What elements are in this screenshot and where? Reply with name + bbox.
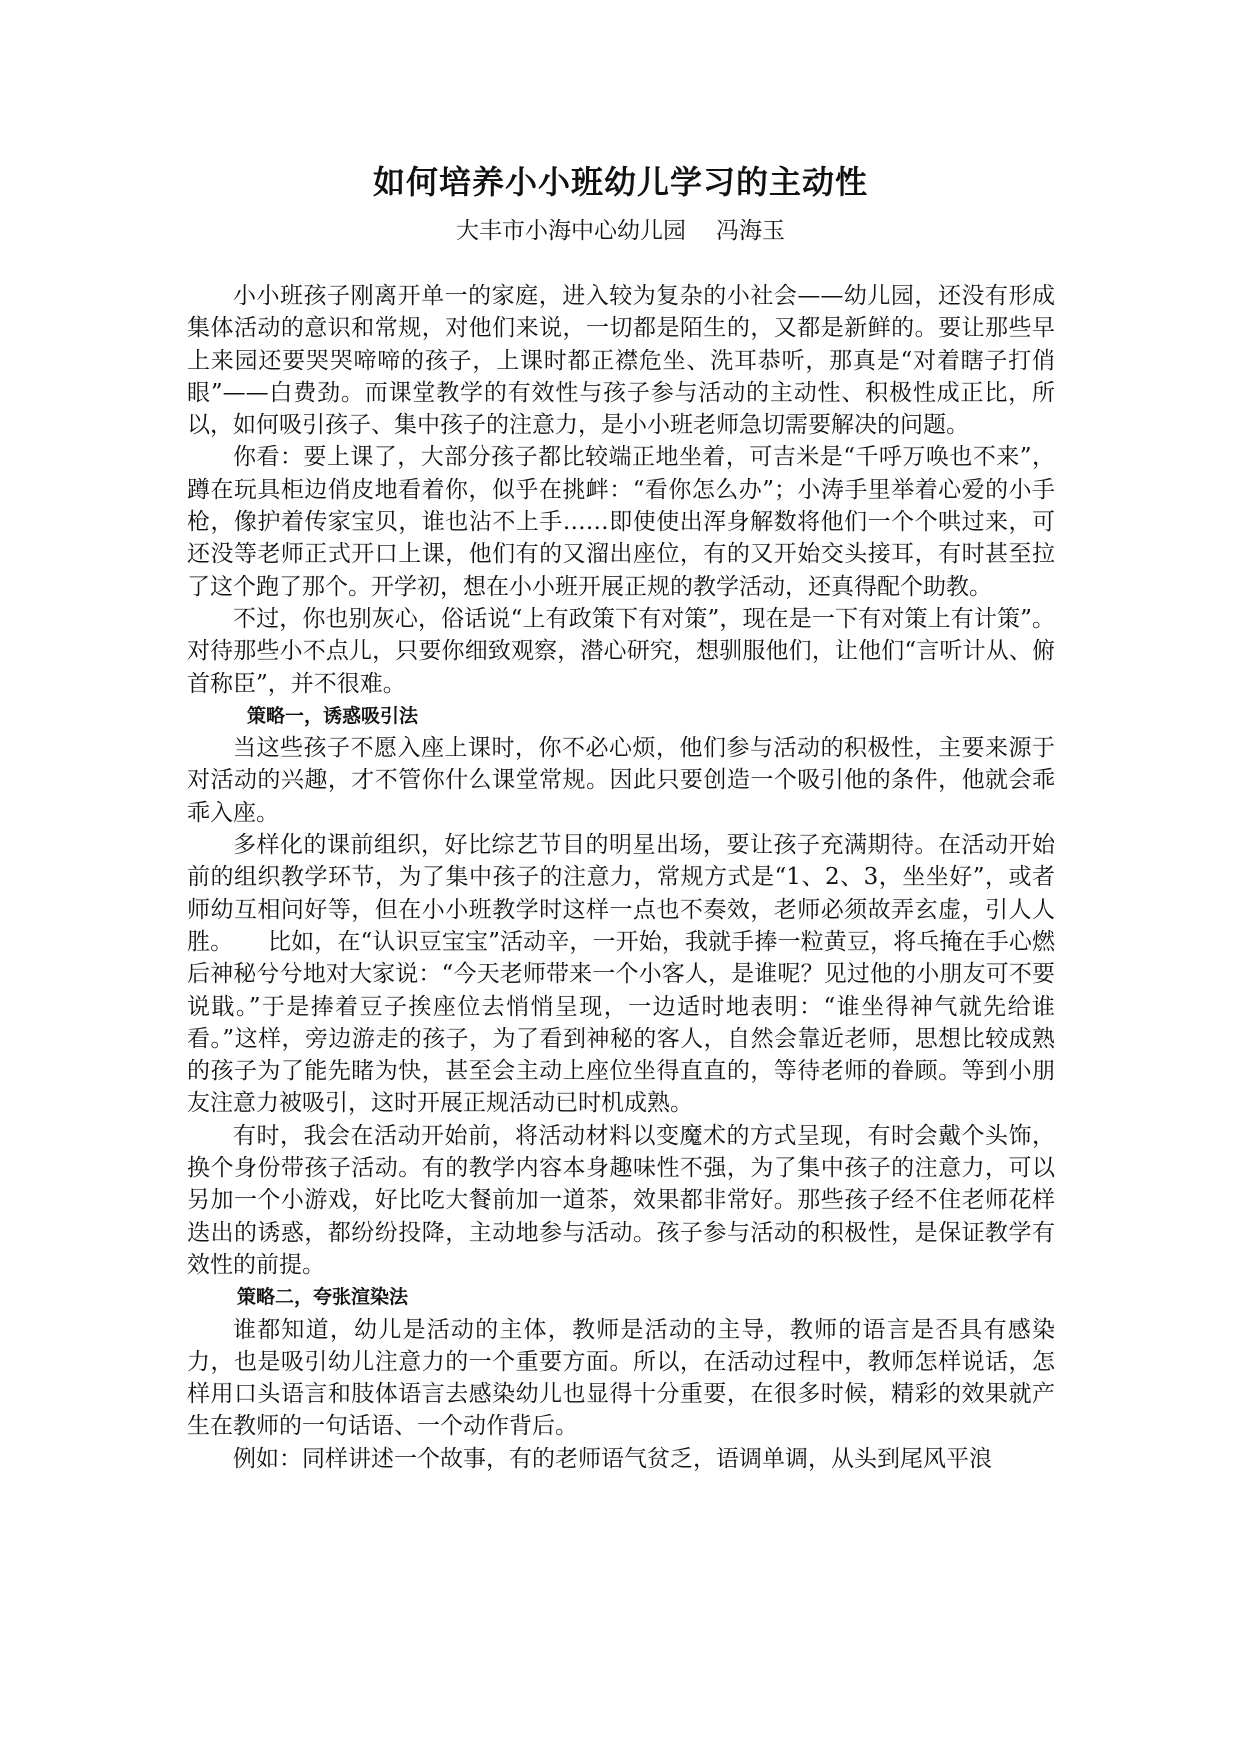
section-heading-strategy-2: 策略二，夸张渲染法 [237,1286,409,1309]
document-title: 如何培养小小班幼儿学习的主动性 [372,163,868,201]
byline [0,215,1241,247]
document-body [187,280,1055,1475]
paragraph: 不过，你也别灰心，俗话说“上有政策下有对策”，现在是一下有对策上有计策”。对待那些小不点儿，只要你细致观察，潜心研究，想驯服他们，让他们“言听计从、俯首称臣”，并不很难。 [187,605,1055,697]
paragraph: 谁都知道，幼儿是活动的主体，教师是活动的主导，教师的语言是否具有感染力，也是吸引幼儿注意力的一个重要方面。所以，在活动过程中，教师怎样说话，怎样用口头语言和肢体语言去感染幼儿也显得十分重要，在很多时候，精彩的效果就产生在教师的一句话语、一个动作背后。 [187,1316,1055,1440]
paragraph: 你看：要上课了，大部分孩子都比较端正地坐着，可吉米是“千呼万唤也不来”，蹲在玩具柜边俏皮地看着你，似乎在挑衅：“看你怎么办”；小涛手里举着心爱的小手枪，像护着传家宝贝，谁也沾不上手……即使使出浑身解数将他们一个个哄过来，可还没等老师正式开口上课，他们有的又溜出座位，有的又开始交头接耳，有时甚至拉了这个跑了那个。开学初，想在小小班开展正规的教学活动，还真得配个助教。 [187,444,1055,600]
paragraph: 小小班孩子刚离开单一的家庭，进入较为复杂的小社会——幼儿园，还没有形成集体活动的意识和常规，对他们来说，一切都是陌生的，又都是新鲜的。要让那些早上来园还要哭哭啼啼的孩子，上课时都正襟危坐、洗耳恭听，那真是“对着瞎子打俏眼”——白费劲。而课堂教学的有效性与孩子参与活动的主动性、积极性成正比，所以，如何吸引孩子、集中孩子的注意力，是小小班老师急切需要解决的问题。 [187,283,1055,439]
author-name: 冯海玉 [716,218,785,244]
paragraph: 多样化的课前组织，好比综艺节目的明星出场，要让孩子充满期待。在活动开始前的组织教学环节，为了集中孩子的注意力，常规方式是“1、2、3，坐坐好”，或者师幼互相问好等，但在小小班教学时这样一点也不奏效，老师必须故弄玄虚，引人人胜。 比如，在“认识豆宝宝”活动辛，一开始，我就手捧一粒黄豆，将乓掩在手心燃后神秘兮兮地对大家说：“今天老师带来一个小客人，是谁呢？见过他的小朋友可不要说戢。”于是捧着豆子挨座位去悄悄呈现，一边适时地表明：“谁坐得神气就先给谁看。”这样，旁边游走的孩子，为了看到神秘的客人，自然会靠近老师，思想比较成熟的孩子为了能先睹为快，甚至会主动上座位坐得直直的，等待老师的眷顾。等到小朋友注意力被吸引，这时开展正规活动已时机成熟。 [187,832,1055,1117]
paragraph: 有时，我会在活动开始前，将活动材料以变魔术的方式呈现，有时会戴个头饰，换个身份带孩子活动。有的教学内容本身趣味性不强，为了集中孩子的注意力，可以另加一个小游戏，好比吃大餐前加一道茶，效果都非常好。那些孩子经不住老师花样迭出的诱惑，都纷纷投降，主动地参与活动。孩子参与活动的积极性，是保证教学有效性的前提。 [187,1122,1055,1278]
paragraph: 例如：同样讲述一个故事，有的老师语气贫乏，语调单调，从头到尾风平浪 [233,1445,992,1472]
paragraph: 当这些孩子不愿入座上课时，你不必心烦，他们参与活动的积极性，主要来源于对活动的兴趣，才不管你什么课堂常规。因此只要创造一个吸引他的条件，他就会乖乖入座。 [187,735,1055,826]
section-heading-strategy-1: 策略一，诱惑吸引法 [247,704,419,727]
school-name: 大丰市小海中心幼儿园 [456,218,686,244]
